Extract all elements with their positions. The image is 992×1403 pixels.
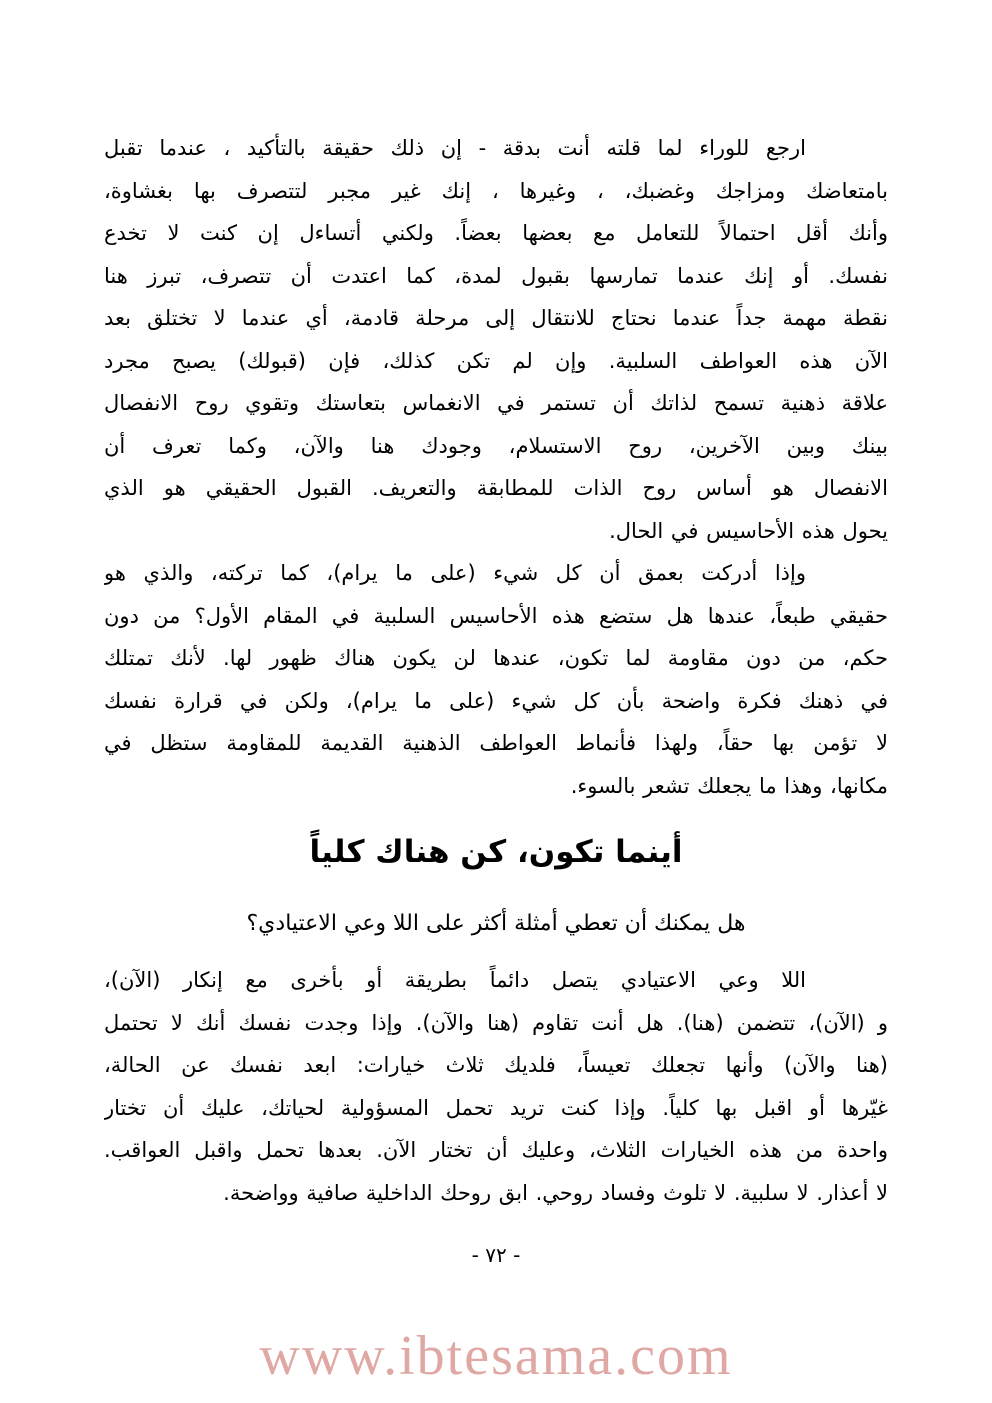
paragraph-line: ارجع للوراء لما قلته أنت بدقة - إن ذلك حقيقة بالتأكيد ، عندما تقبل <box>104 136 806 160</box>
paragraph-line: لا تؤمن بها حقاً، ولهذا فأنماط العواطف الذهنية القديمة للمقاومة ستظل في <box>104 731 888 755</box>
paragraph <box>104 127 888 552</box>
paragraph-line: و (الآن)، تتضمن (هنا). هل أنت تقاوم (هنا والآن). وإذا وجدت نفسك أنك لا تحتمل <box>104 1010 888 1035</box>
paragraph-line: وأنك أقل احتمالاً للتعامل مع بعضها بعضاً. ولكني أتساءل إن كنت لا تخدع <box>104 221 888 245</box>
paragraph-line: الآن هذه العواطف السلبية. وإن لم تكن كذلك، فإن (قبولك) يصبح مجرد <box>104 348 888 373</box>
paragraph-line: علاقة ذهنية تسمح لذاتك أن تستمر في الانغماس بتعاستك وتقوي روح الانفصال <box>104 391 888 415</box>
paragraph-line: مكانها، وهذا ما يجعلك تشعر بالسوء. <box>570 773 888 798</box>
page-number: - ٧٢ - <box>471 1243 521 1267</box>
text-block <box>104 127 888 1214</box>
paragraph-line: بامتعاضك ومزاجك وغضبك، ، وغيرها ، إنك غير مجبر لتتصرف بها بغشاوة، <box>104 178 888 203</box>
paragraph-line: واحدة من هذه الخيارات الثلاث، وعليك أن تختار الآن. بعدها تحمل واقبل العواقب. <box>104 1138 888 1162</box>
paragraph-line: حقيقي طبعاً، عندها هل ستضع هذه الأحاسيس السلبية في المقام الأول؟ من دون <box>104 603 888 628</box>
paragraph-line: في ذهنك فكرة واضحة بأن كل شيء (على ما يرام)، ولكن في قرارة نفسك <box>104 688 888 713</box>
reader-question: هل يمكنك أن تعطي أمثلة أكثر على اللا وعي الاعتيادي؟ <box>246 911 746 936</box>
paragraph-line: الانفصال هو أساس روح الذات للمطابقة والتعريف. القبول الحقيقي هو الذي <box>104 476 888 500</box>
paragraph-line: لا أعذار. لا سلبية. لا تلوث وفساد روحي. ابق روحك الداخلية صافية وواضحة. <box>223 1180 888 1205</box>
paragraph <box>104 552 888 807</box>
paragraph-line: بينك وبين الآخرين، روح الاستسلام، وجودك هنا والآن، وكما تعرف أن <box>104 433 888 458</box>
paragraph-line: (هنا والآن) وأنها تجعلك تعيساً، فلديك ثلاث خيارات: ابعد نفسك عن الحالة، <box>104 1053 888 1077</box>
watermark-url: www.ibtesama.com <box>259 1325 733 1387</box>
paragraph-line: نقطة مهمة جداً عندما نحتاج للانتقال إلى مرحلة قادمة، أي عندما لا تختلق بعد <box>104 306 888 330</box>
paragraph-line: اللا وعي الاعتيادي يتصل دائماً بطريقة أو بأخرى مع إنكار (الآن)، <box>104 968 806 992</box>
paragraph-line: وإذا أدركت بعمق أن كل شيء (على ما يرام)، كما تركته، والذي هو <box>104 561 806 585</box>
paragraph-line: غيّرها أو اقبل بها كلياً. وإذا كنت تريد تحمل المسؤولية لحياتك، عليك أن تختار <box>104 1095 888 1120</box>
section-heading: أينما تكون، كن هناك كلياً <box>309 834 683 870</box>
paragraph-line: نفسك. أو إنك عندما تمارسها بقبول لمدة، كما اعتدت أن تتصرف، تبرز هنا <box>104 263 888 288</box>
paragraph <box>104 959 888 1214</box>
paragraph-line: يحول هذه الأحاسيس في الحال. <box>609 518 888 543</box>
paragraph-line: حكم، من دون مقاومة لما تكون، عندها لن يكون هناك ظهور لها. لأنك تمتلك <box>104 646 888 670</box>
